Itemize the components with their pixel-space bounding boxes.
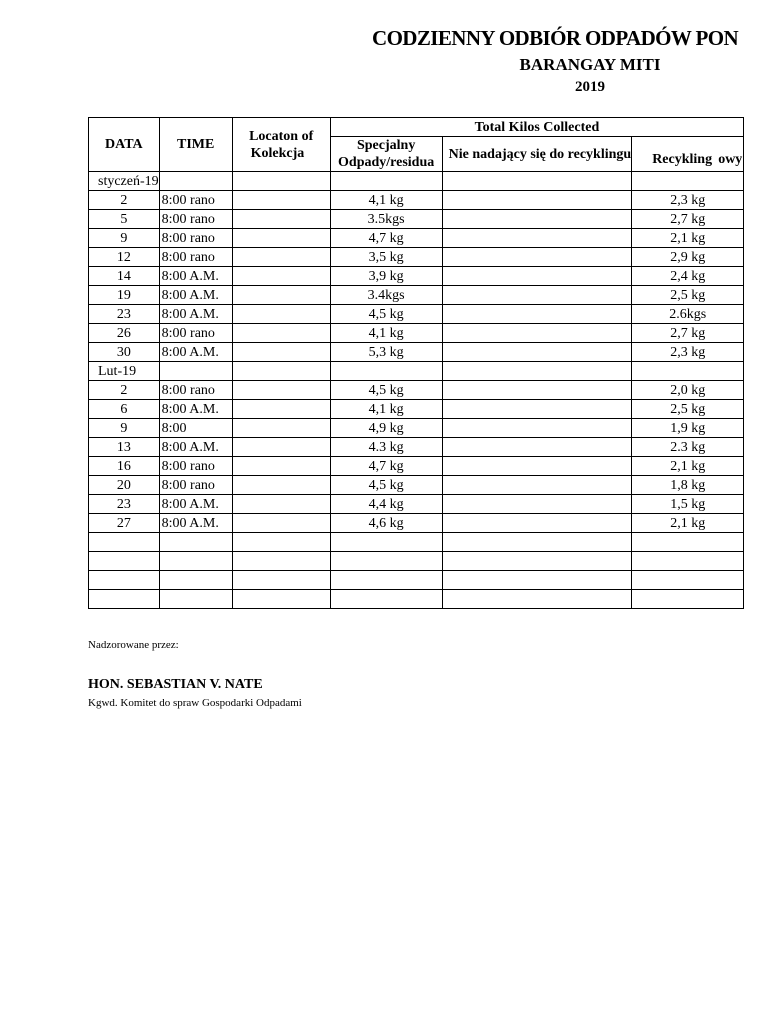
empty-cell [330,552,442,571]
empty-cell [159,590,232,609]
cell-recycling: 2.3 kg [632,438,744,457]
empty-cell [232,172,330,191]
cell-recycling: 2,3 kg [632,191,744,210]
empty-cell [330,533,442,552]
cell-location [232,191,330,210]
col-header-data: DATA [89,118,160,172]
cell-day: 19 [89,286,160,305]
month-row [89,362,744,381]
empty-cell [330,590,442,609]
table-row [89,476,744,495]
month-label: styczeń-19 [89,172,160,191]
empty-cell [330,362,442,381]
cell-time: 8:00 rano [159,324,232,343]
col-header-total-kilos: Total Kilos Collected [330,118,744,137]
table-row [89,495,744,514]
empty-row [89,590,744,609]
cell-recycling: 2,1 kg [632,229,744,248]
cell-location [232,286,330,305]
collection-table [88,117,744,609]
cell-location [232,514,330,533]
col-header-recycling-text: Recykling [652,152,713,167]
table-row [89,438,744,457]
cell-nonrecyclable [442,210,632,229]
empty-cell [632,172,744,191]
cell-time: 8:00 rano [159,210,232,229]
cell-location [232,324,330,343]
table-row [89,324,744,343]
cell-recycling: 2,3 kg [632,343,744,362]
document-year: 2019 [575,79,605,95]
cell-time: 8:00 rano [159,229,232,248]
cell-location [232,476,330,495]
empty-cell [159,172,232,191]
cell-time: 8:00 rano [159,457,232,476]
cell-nonrecyclable [442,286,632,305]
table-row [89,210,744,229]
cell-location [232,419,330,438]
table-row [89,305,744,324]
cell-time: 8:00 A.M. [159,438,232,457]
cell-recycling: 2,5 kg [632,286,744,305]
cell-recycling: 1,9 kg [632,419,744,438]
cell-location [232,495,330,514]
empty-cell [632,533,744,552]
empty-cell [632,362,744,381]
col-header-nonrecyclable [442,137,632,172]
cell-time: 8:00 rano [159,248,232,267]
cell-special: 4,4 kg [330,495,442,514]
cell-recycling: 2,9 kg [632,248,744,267]
cell-time: 8:00 rano [159,381,232,400]
empty-cell [442,552,632,571]
month-row [89,172,744,191]
cell-nonrecyclable [442,324,632,343]
cell-time: 8:00 rano [159,476,232,495]
cell-special: 4,7 kg [330,229,442,248]
cell-special: 5,3 kg [330,343,442,362]
empty-row [89,571,744,590]
cell-location [232,381,330,400]
empty-cell [632,571,744,590]
empty-cell [89,552,160,571]
table-row [89,248,744,267]
cell-day: 9 [89,419,160,438]
cell-recycling: 2,0 kg [632,381,744,400]
table-row [89,457,744,476]
supervisor-role: Kgwd. Komitet do spraw Gospodarki Odpadami [88,697,302,709]
document-subtitle: BARANGAY MITI [519,55,661,74]
cell-recycling: 1,8 kg [632,476,744,495]
cell-nonrecyclable [442,438,632,457]
empty-cell [159,571,232,590]
cell-day: 16 [89,457,160,476]
col-header-location-line2: Kolekcja [250,145,305,161]
cell-time: 8:00 A.M. [159,514,232,533]
empty-cell [632,590,744,609]
col-header-location-line1: Locaton of [249,128,314,144]
cell-day: 12 [89,248,160,267]
cell-day: 26 [89,324,160,343]
cell-nonrecyclable [442,514,632,533]
col-header-time: TIME [159,118,232,172]
cell-recycling: 1,5 kg [632,495,744,514]
cell-day: 6 [89,400,160,419]
cell-special: 3.4kgs [330,286,442,305]
cell-special: 3,5 kg [330,248,442,267]
cell-nonrecyclable [442,191,632,210]
cell-nonrecyclable [442,381,632,400]
empty-cell [159,533,232,552]
cell-special: 4.3 kg [330,438,442,457]
col-header-special-line2: Odpady/residua [338,155,435,170]
cell-day: 2 [89,191,160,210]
cell-location [232,248,330,267]
cell-location [232,438,330,457]
cell-special: 4,5 kg [330,381,442,400]
table-row [89,381,744,400]
cell-nonrecyclable [442,343,632,362]
empty-row [89,533,744,552]
empty-cell [232,552,330,571]
document-title: CODZIENNY ODBIÓR ODPADÓW PON [372,26,739,50]
cell-recycling: 2,1 kg [632,457,744,476]
cell-nonrecyclable [442,267,632,286]
cell-special: 4,5 kg [330,305,442,324]
supervisor-name: HON. SEBASTIAN V. NATE [88,677,263,692]
table-row [89,229,744,248]
cell-day: 13 [89,438,160,457]
empty-row [89,552,744,571]
empty-cell [232,533,330,552]
cell-special: 3,9 kg [330,267,442,286]
cell-time: 8:00 [159,419,232,438]
col-header-nonrecyclable-text: Nie nadający się do recyklingu [448,146,632,162]
cell-time: 8:00 A.M. [159,286,232,305]
cell-recycling: 2,7 kg [632,210,744,229]
cell-recycling: 2,4 kg [632,267,744,286]
cell-nonrecyclable [442,400,632,419]
cell-day: 2 [89,381,160,400]
empty-cell [442,533,632,552]
cell-special: 4,5 kg [330,476,442,495]
cell-nonrecyclable [442,305,632,324]
cell-day: 5 [89,210,160,229]
cell-nonrecyclable [442,419,632,438]
table-body [89,172,744,609]
cell-time: 8:00 A.M. [159,267,232,286]
cell-day: 14 [89,267,160,286]
cell-location [232,229,330,248]
cell-time: 8:00 rano [159,191,232,210]
empty-cell [232,571,330,590]
cell-recycling: 2,7 kg [632,324,744,343]
cell-special: 4,9 kg [330,419,442,438]
empty-cell [232,590,330,609]
cell-nonrecyclable [442,248,632,267]
empty-cell [159,362,232,381]
col-header-location [232,118,330,172]
supervised-by-label: Nadzorowane przez: [88,639,179,651]
cell-time: 8:00 A.M. [159,400,232,419]
empty-cell [442,362,632,381]
cell-special: 4,1 kg [330,400,442,419]
cell-nonrecyclable [442,495,632,514]
cell-time: 8:00 A.M. [159,305,232,324]
cell-time: 8:00 A.M. [159,343,232,362]
table-row [89,343,744,362]
cell-nonrecyclable [442,457,632,476]
empty-cell [89,590,160,609]
col-header-special-line1: Specjalny [356,138,416,153]
empty-cell [330,571,442,590]
cell-special: 4,1 kg [330,191,442,210]
empty-cell [89,533,160,552]
table-row [89,419,744,438]
empty-cell [159,552,232,571]
cell-day: 20 [89,476,160,495]
table-row [89,191,744,210]
cell-recycling: 2,5 kg [632,400,744,419]
cell-location [232,305,330,324]
empty-cell [232,362,330,381]
cell-special: 4,6 kg [330,514,442,533]
cell-special: 4,1 kg [330,324,442,343]
table-row [89,286,744,305]
cell-location [232,210,330,229]
header-row-top [89,118,744,137]
cell-nonrecyclable [442,229,632,248]
cell-special: 4,7 kg [330,457,442,476]
cell-time: 8:00 A.M. [159,495,232,514]
empty-cell [89,571,160,590]
empty-cell [330,172,442,191]
cell-location [232,457,330,476]
cell-nonrecyclable [442,476,632,495]
cell-day: 30 [89,343,160,362]
cell-location [232,400,330,419]
empty-cell [442,172,632,191]
cell-location [232,267,330,286]
table-row [89,267,744,286]
col-header-recycling-suffix: owy [718,152,743,167]
cell-day: 23 [89,305,160,324]
table-row [89,400,744,419]
cell-day: 27 [89,514,160,533]
empty-cell [632,552,744,571]
month-label: Lut-19 [89,362,160,381]
cell-recycling: 2.6kgs [632,305,744,324]
cell-day: 9 [89,229,160,248]
empty-cell [442,590,632,609]
cell-location [232,343,330,362]
cell-day: 23 [89,495,160,514]
empty-cell [442,571,632,590]
cell-special: 3.5kgs [330,210,442,229]
col-header-special [330,137,442,172]
table-row [89,514,744,533]
cell-recycling: 2,1 kg [632,514,744,533]
col-header-recycling [632,137,744,172]
